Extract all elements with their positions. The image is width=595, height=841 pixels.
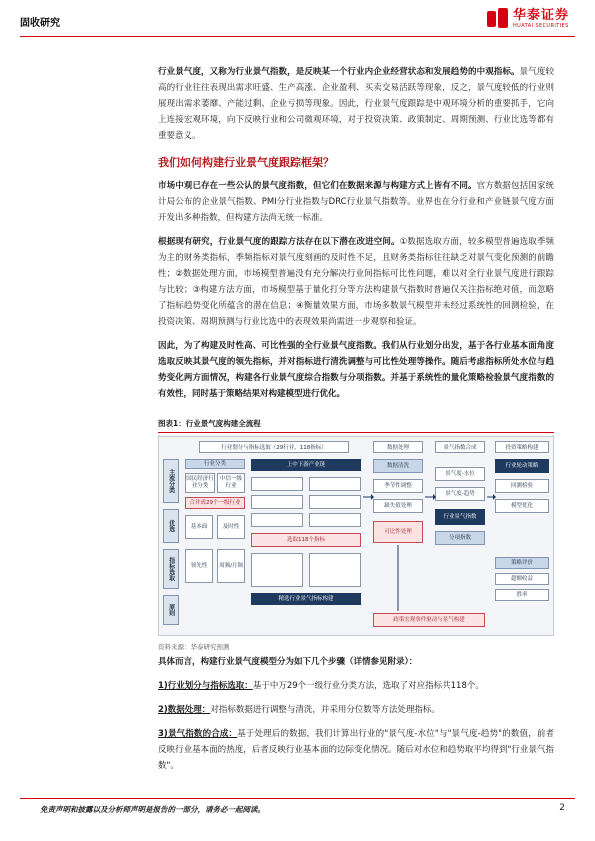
side-label-preferred: 优选 [163, 509, 179, 543]
paragraph-2 [158, 178, 554, 226]
para2-lead: 市场中观已存在一些公认的景气度指数，但它们在数据来源与构建方式上皆有不同。 [158, 181, 477, 191]
box-bottom: 精选行业景气指标构建 [251, 593, 361, 605]
huatai-logo [487, 8, 569, 30]
step-2 [158, 702, 554, 718]
side-label-indicator: 指标选取 [163, 549, 179, 589]
box-clean: 数据清洗 [373, 459, 423, 473]
box-intl: 国民经济行业分类 [185, 473, 215, 493]
header-rule [20, 36, 575, 37]
steps-intro [158, 654, 554, 670]
box-result2: 胜率 [495, 589, 549, 601]
para4-text: 因此，为了构建及时性高、可比性强的全行业景气度指数。我们从行业划分出发，基于各行业基本面角度选取反映其景气度的领先指标，并对指标进行清洗调整与可比性处理等操作。随后考虑指标所处水位与趋势变化两方面情况，构建各行业景气度综合指数与分项指数。并基于系统性的量化策略检验景气度指数的有效性，同时基于策略结果对构建模型进行优化。 [158, 341, 554, 399]
col-header-index: 景气指数合成 [435, 441, 485, 453]
step-3-body: 基于处理后的数据，我们计算出行业的"景气度-水位"与"景气度-趋势"的数值，前者反映行业基本面的热度，后者反映行业基本面的边际变化情况。随后对水位和趋势取平均得到"行业景气指数"。 [158, 729, 554, 771]
box-composite: 行业景气指数 [435, 509, 485, 525]
col-header-data: 数据处理 [373, 441, 423, 453]
box-selected: 选取118个指标 [251, 533, 361, 547]
box-industry-split: 行业分类 [185, 459, 245, 469]
col-header-strategy: 投资策略构建 [495, 441, 549, 453]
side-label-principle: 原则 [163, 595, 179, 625]
box-eval: 策略评价 [495, 557, 549, 569]
box-bottom2: 政策宏观事件驱动与景气构建 [373, 613, 485, 627]
box-fund: 基本面 [185, 515, 213, 539]
figure-rule [158, 432, 554, 433]
box-chain: 上中下游产业链 [251, 459, 361, 471]
col-header-industry: 行业划分与指标选取（29行业，118指标） [199, 441, 349, 453]
flow-connectors [159, 437, 555, 637]
section-heading: 我们如何构建行业景气度跟踪框架？ [158, 156, 334, 169]
steps-section [158, 654, 554, 782]
box-missing: 缺失值处理 [373, 499, 423, 513]
figure-title: 图表1：行业景气度构建全流程 [158, 419, 261, 428]
box-opt: 模型优化 [495, 499, 549, 513]
box-timely: 及时性 [217, 515, 245, 539]
footer-disclaimer: 免责声明和披露以及分析师声明是报告的一部分，请务必一起阅读。 [40, 805, 265, 814]
step-1-body: 基于中万29个一级行业分类方法，选取了对应指标共118个。 [252, 681, 484, 691]
box-trend: 景气度-趋势 [435, 487, 485, 501]
box-level: 景气度-水位 [435, 467, 485, 481]
side-label-mainstream: 主流分类 [163, 459, 179, 503]
intro-lead: 行业景气度，又称为行业景气指数，是反映某一个行业内企业经营状态和发展趋势的中观指标。 [158, 67, 520, 77]
main-content [158, 64, 554, 410]
box-compare: 可比性处理 [373, 521, 423, 543]
step-1 [158, 678, 554, 694]
step-3 [158, 726, 554, 774]
box-citic: 中信一级行业 [217, 473, 245, 493]
step-3-lead: 3)景气指数的合成： [158, 729, 238, 739]
step-2-body: 对指标数据进行调整与清洗，并采用分位数等方法处理指标。 [210, 705, 440, 715]
box-result1: 超额收益 [495, 573, 549, 585]
paragraph-4 [158, 338, 554, 402]
step-1-lead: 1)行业划分与指标选取： [158, 681, 253, 691]
flow-diagram [158, 436, 554, 636]
step-2-lead: 2)数据处理： [158, 705, 211, 715]
box-weekly: 周频/月频 [217, 549, 245, 583]
figure-source: 资料来源：华泰研究预测 [158, 643, 230, 651]
para3-body: ①数据选取方面，较多模型普遍选取季频为主的财务类指标，季频指标对景气度刻画的及时性不足，且财务类指标往往缺乏对景气变化预测的前瞻性；②数据处理方面，市场模型普遍没有充分解决行业间指标可比性问题，难以对全行业景气度进行跟踪与比较；③构建方法方面，市场模型基于量化打分等方法构建景气指数时普遍仅关注指标绝对值，而忽略了指标趋势变化所蕴含的潜在信息；④衡量效果方面，市场多数景气模型并未经过系统性的回测检验，在投资决策、周期预测与行业比选中的表现效果尚需进一步观察和验证。 [158, 237, 554, 327]
box-merge: 合并成29个一级行业 [185, 497, 245, 509]
logo-mark-icon [487, 8, 509, 30]
box-sub: 分项指数 [435, 531, 485, 545]
box-leading: 领先性 [185, 549, 213, 583]
page-number: 2 [559, 803, 565, 813]
footer-rule [20, 798, 575, 799]
intro-paragraph [158, 64, 554, 144]
intro-body: 景气度较高的行业往往表现出需求旺盛、生产高涨、企业盈利、买卖交易活跃等现象，反之，景气度较低的行业则展现出需求萎靡、产能过剩、企业亏损等现象。因此，行业景气度跟踪是中观环境分析的重要抓手，它向上连接宏观环境，向下反映行业和公司微观环境，对于投资决策、政策制定、周期预测、行业比选等都有重要意义。 [158, 67, 554, 141]
logo-cn: 华泰证券 [512, 8, 569, 23]
para3-lead: 根据现有研究，行业景气度的跟踪方法存在以下潜在改进空间。 [158, 237, 400, 247]
paragraph-3 [158, 234, 554, 330]
steps-intro-lead: 具体而言，构建行业景气度模型分为如下几个步骤（详情参见附录）： [158, 657, 418, 667]
section-label: 固收研究 [20, 18, 60, 29]
box-strat: 行业轮动策略 [495, 459, 549, 473]
box-backtest: 回测检验 [495, 479, 549, 493]
box-adjust: 季节性调整 [373, 479, 423, 493]
logo-en: HUATAI SECURITIES [512, 23, 569, 29]
figure-1 [158, 418, 554, 651]
para2-body: 官方数据包括国家统计局公布的企业景气指数、PMI分行业指数与DRC行业景气指数等。业界也在分行业和产业链景气度方面开发出多种指数，但构建方法尚无统一标准。 [158, 181, 554, 223]
